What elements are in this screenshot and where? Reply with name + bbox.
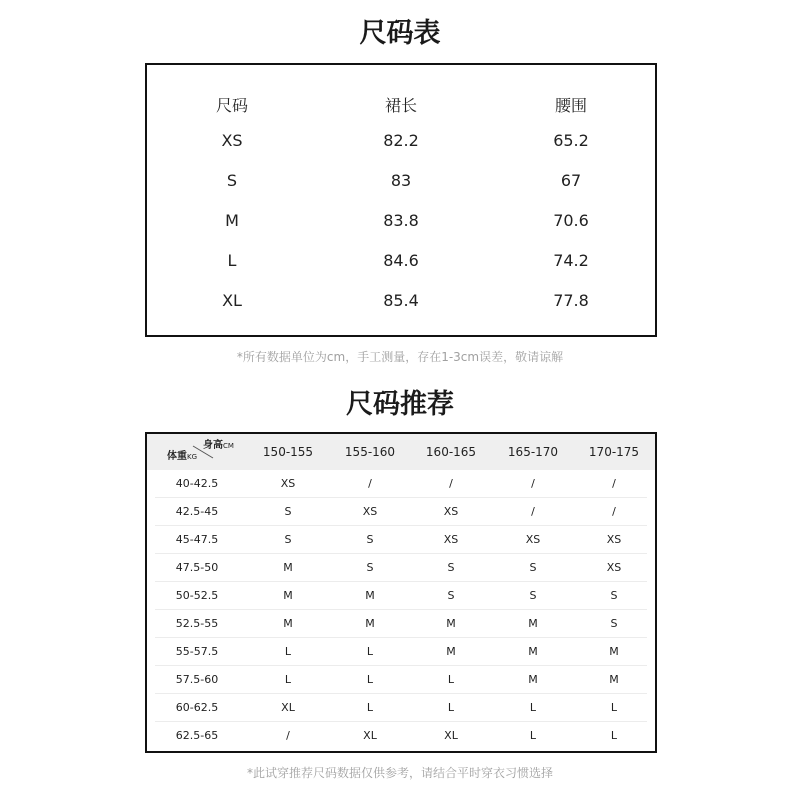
height-column-header: 170-175 (588, 445, 640, 459)
weight-range-cell: 57.5-60 (175, 673, 219, 686)
recommended-size-cell: S (366, 561, 374, 574)
size-chart-note: *所有数据单位为cm，手工测量，存在1-3cm误差，敬请谅解 (236, 350, 564, 364)
recommended-size-cell: M (365, 589, 375, 602)
corner-header-cell (147, 434, 247, 470)
recommended-size-cell: L (610, 701, 618, 714)
recommended-size-cell: / (286, 729, 290, 742)
recommended-size-cell: L (447, 673, 455, 686)
recommended-size-cell: S (447, 589, 455, 602)
height-column-header: 155-160 (344, 445, 396, 459)
recommend-row (147, 498, 655, 526)
size-chart-row (147, 206, 655, 236)
recommend-title: 尺码推荐 (346, 389, 454, 420)
size-chart-cell: XS (221, 131, 243, 150)
recommended-size-cell: / (531, 505, 535, 518)
recommended-size-cell: L (447, 701, 455, 714)
recommended-size-cell: S (284, 533, 292, 546)
recommend-row (147, 554, 655, 582)
recommend-header-row (147, 434, 655, 470)
size-chart-table (145, 63, 657, 337)
recommended-size-cell: XL (444, 729, 458, 742)
weight-range-cell: 50-52.5 (175, 589, 219, 602)
recommend-row (147, 610, 655, 638)
recommended-size-cell: S (529, 561, 537, 574)
recommended-size-cell: M (283, 617, 293, 630)
size-chart-header-row (147, 91, 655, 121)
recommended-size-cell: M (528, 645, 538, 658)
height-column-header: 165-170 (507, 445, 559, 459)
weight-range-cell: 60-62.5 (175, 701, 219, 714)
corner-height-label: 身高CM (203, 440, 234, 451)
recommend-row (147, 666, 655, 694)
recommended-size-cell: XS (443, 533, 459, 546)
recommended-size-cell: S (529, 589, 537, 602)
size-chart-cell: 65.2 (553, 131, 589, 150)
size-chart-cell: M (225, 211, 239, 230)
weight-range-cell: 55-57.5 (175, 645, 219, 658)
recommended-size-cell: M (609, 645, 619, 658)
corner-weight-label: 体重KG (167, 451, 198, 462)
recommended-size-cell: L (529, 701, 537, 714)
weight-range-cell: 45-47.5 (175, 533, 219, 546)
size-chart-cell: 84.6 (383, 251, 419, 270)
recommended-size-cell: / (612, 477, 616, 490)
recommended-size-cell: / (531, 477, 535, 490)
recommended-size-cell: / (449, 477, 453, 490)
recommended-size-cell: L (366, 701, 374, 714)
size-chart-header-cell: 尺码 (215, 96, 248, 115)
recommended-size-cell: S (447, 561, 455, 574)
size-chart-header-cell: 腰围 (554, 96, 587, 115)
size-chart-header-cell: 裙长 (384, 96, 417, 115)
recommended-size-cell: S (610, 589, 618, 602)
recommended-size-cell: / (612, 505, 616, 518)
recommended-size-cell: XS (443, 505, 459, 518)
recommend-row (147, 582, 655, 610)
size-chart-cell: S (226, 171, 238, 190)
size-chart-title: 尺码表 (359, 18, 441, 49)
height-column-header: 160-165 (425, 445, 477, 459)
weight-range-cell: 42.5-45 (175, 505, 219, 518)
size-chart-cell: L (227, 251, 237, 270)
size-chart-row (147, 126, 655, 156)
recommend-row (147, 470, 655, 498)
recommend-table (145, 432, 657, 753)
recommended-size-cell: XS (280, 477, 296, 490)
recommended-size-cell: L (284, 673, 292, 686)
recommended-size-cell: L (284, 645, 292, 658)
size-chart-cell: XL (222, 291, 242, 310)
recommend-row (147, 694, 655, 722)
size-chart-cell: 67 (560, 171, 582, 190)
recommended-size-cell: XL (281, 701, 295, 714)
recommended-size-cell: M (609, 673, 619, 686)
size-chart-cell: 70.6 (553, 211, 589, 230)
size-chart-row (147, 246, 655, 276)
recommend-note: *此试穿推荐尺码数据仅供参考，请结合平时穿衣习惯选择 (246, 766, 553, 780)
size-chart-cell: 83 (390, 171, 412, 190)
recommended-size-cell: M (528, 617, 538, 630)
weight-range-cell: 40-42.5 (175, 477, 219, 490)
recommended-size-cell: M (446, 645, 456, 658)
recommend-row (147, 722, 655, 750)
recommended-size-cell: L (366, 645, 374, 658)
recommended-size-cell: XS (606, 561, 622, 574)
size-chart-cell: 74.2 (553, 251, 589, 270)
recommend-row (147, 638, 655, 666)
recommended-size-cell: L (529, 729, 537, 742)
recommended-size-cell: M (283, 561, 293, 574)
size-chart-cell: 83.8 (383, 211, 419, 230)
height-column-header: 150-155 (262, 445, 314, 459)
recommended-size-cell: M (446, 617, 456, 630)
recommended-size-cell: / (368, 477, 372, 490)
size-chart-row (147, 166, 655, 196)
recommended-size-cell: M (528, 673, 538, 686)
size-chart-cell: 77.8 (553, 291, 589, 310)
size-chart-cell: 82.2 (383, 131, 419, 150)
recommended-size-cell: XL (363, 729, 377, 742)
recommended-size-cell: XS (362, 505, 378, 518)
recommended-size-cell: S (366, 533, 374, 546)
recommended-size-cell: S (610, 617, 618, 630)
recommended-size-cell: M (365, 617, 375, 630)
recommended-size-cell: S (284, 505, 292, 518)
weight-range-cell: 47.5-50 (175, 561, 219, 574)
recommended-size-cell: XS (606, 533, 622, 546)
recommended-size-cell: L (366, 673, 374, 686)
recommended-size-cell: L (610, 729, 618, 742)
recommended-size-cell: M (283, 589, 293, 602)
weight-range-cell: 52.5-55 (175, 617, 219, 630)
weight-range-cell: 62.5-65 (175, 729, 219, 742)
size-chart-row (147, 286, 655, 316)
recommend-row (147, 526, 655, 554)
size-chart-cell: 85.4 (383, 291, 419, 310)
recommended-size-cell: XS (525, 533, 541, 546)
